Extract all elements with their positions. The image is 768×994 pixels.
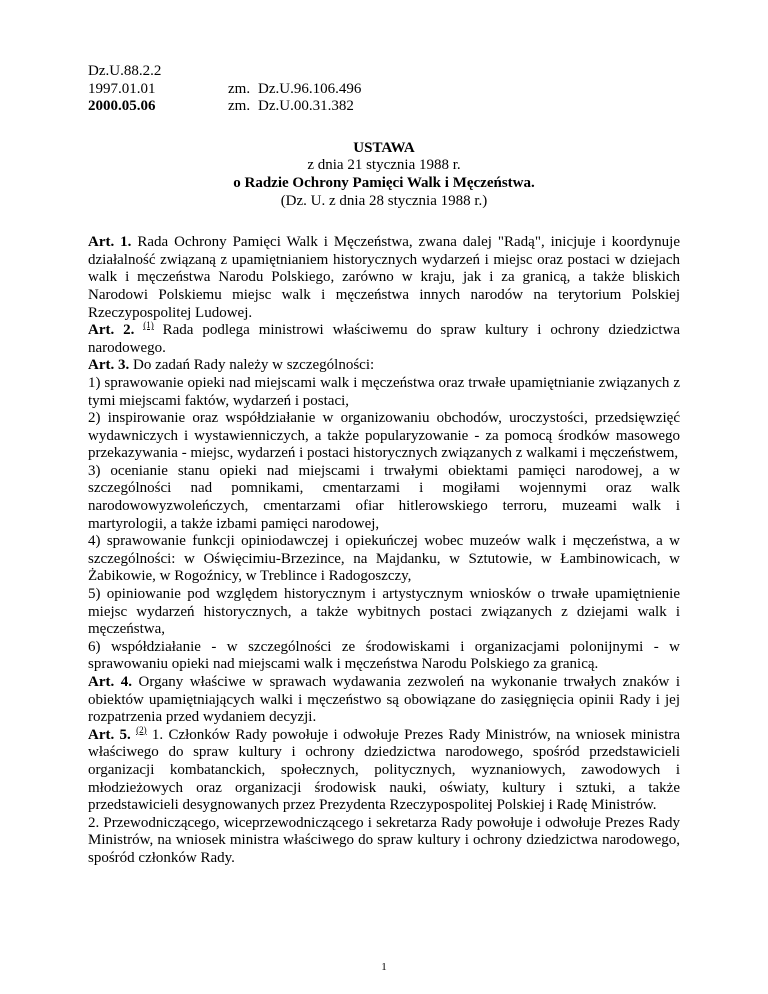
list-item: 2) inspirowanie oraz współdziałanie w organizowaniu obchodów, uroczystości, przedsięwzięć wydawniczych i wystawienniczych, a także popularyzowanie - za pomocą środków masowego przekazywania - miejsc, wydarzeń i postaci historycznych związanych z walkami i męczeństwem,: [88, 410, 680, 462]
article-label: Art. 4.: [88, 674, 133, 690]
page-number: 1: [381, 961, 387, 973]
amendment-row: [88, 63, 361, 81]
article-text: Organy właściwe w sprawach wydawania zezwoleń na wykonanie trwałych znaków i obiektów upamiętniających walki i męczeństwo są obowiązane do zasięgnięcia opinii Rady i jej rozpatrzenia przed wydaniem decyzji.: [88, 674, 680, 726]
article-5-paragraph-2: 2. Przewodniczącego, wiceprzewodniczącego i sekretarza Rady powołuje i odwołuje Prezes Rady Ministrów, na wniosek ministra właściwego do spraw kultury i ochrony dziedzictwa narodowego, spośród członków Rady.: [88, 814, 680, 866]
act-kind: USTAWA: [353, 139, 415, 156]
article-1: [88, 234, 680, 322]
list-item: 6) współdziałanie - w szczególności ze środowiskami i organizacjami polonijnymi - w sprawowaniu opieki nad miejscami walk i męczeństwa Narodu Polskiego za granicą.: [88, 638, 680, 673]
amendment-date: 1997.01.01: [88, 80, 156, 97]
list-item: 5) opiniowanie pod względem historycznym i artystycznym wniosków o trwałe upamiętnienie miejsc wydarzeń historycznych, a także wybitnych postaci związanych z dziejami walk i męczeństwa,: [88, 586, 680, 638]
amendment-mark: zm.: [228, 80, 251, 97]
act-content: [88, 234, 680, 867]
amendment-header: [88, 63, 361, 116]
amendment-date: 2000.05.06: [88, 98, 156, 115]
article-label: Art. 5.: [88, 726, 131, 743]
article-text: Rada podlega ministrowi właściwemu do spraw kultury i ochrony dziedzictwa narodowego.: [88, 322, 680, 356]
act-publication: (Dz. U. z dnia 28 stycznia 1988 r.): [280, 192, 488, 209]
article-text: 1. Członków Rady powołuje i odwołuje Prezes Rady Ministrów, na wniosek ministra właściwego do spraw kultury i ochrony dziedzictwa narodowego, spośród przedstawicieli organizacji kombatanckich, społecznych, politycznych, wyznaniowych, zawodowych i młodzieżowych oraz organizacji środowisk nauki, oświaty, kultury i sztuki, a także przedstawicieli desygnowanych przez Prezydenta Rzeczypospolitej Polskiej i Radę Ministrów.: [88, 726, 680, 814]
amendment-ref: Dz.U.96.106.496: [258, 80, 362, 97]
amendment-mark: zm.: [228, 98, 251, 115]
article-text: Rada Ochrony Pamięci Walk i Męczeństwa, zwana dalej "Radą", inicjuje i koordynuje działalność związaną z upamiętnianiem historycznych wydarzeń i miejsc oraz postaci w dziejach walk i męczeństwa Narodu Polskiego, zarówno w kraju, jak i za granicą, a także bliskich Narodowi Polskiemu miejsc walk i męczeństwa innych narodów na terytorium Polskiej Rzeczypospolitej Ludowej.: [88, 234, 680, 321]
list-item: 1) sprawowanie opieki nad miejscami walk i męczeństwa oraz trwałe upamiętnianie związanych z tymi miejscami faktów, wydarzeń i postaci,: [88, 374, 680, 409]
amendment-date: Dz.U.88.2.2: [88, 63, 162, 79]
act-title: [88, 140, 680, 210]
amendment-row: [88, 98, 361, 116]
amendment-mark: [228, 63, 258, 81]
article-label: Art. 3.: [88, 357, 130, 374]
list-item: 4) sprawowanie funkcji opiniodawczej i opiekuńczej wobec muzeów walk i męczeństwa, a w szczególności: w Oświęcimiu-Brzezince, na Majdanku, w Sztutowie, w Łambinowicach, w Żabikowie, w Rogoźnicy, w Treblince i Radogoszczy,: [88, 533, 680, 585]
article-label: Art. 1.: [88, 234, 132, 251]
amendment-row: [88, 81, 361, 99]
article-text: Do zadań Rady należy w szczególności:: [129, 357, 375, 374]
footnote-link[interactable]: (2): [136, 724, 147, 735]
act-name: o Radzie Ochrony Pamięci Walk i Męczeństwa.: [233, 174, 535, 191]
list-item: 3) ocenianie stanu opieki nad miejscami i trwałymi obiektami pamięci narodowej, a w szczególności nad pomnikami, cmentarzami i mogiłami wojennymi oraz walk narodowowyzwoleńczych, cmentarzami ofiar hitlerowskiego terroru, muzeami walk i martyrologii, a także izbami pamięci narodowej,: [88, 462, 680, 532]
document-page: [88, 63, 680, 868]
article-3: [88, 357, 680, 375]
article-2: [88, 322, 680, 357]
amendment-ref: [258, 63, 361, 81]
article-label: Art. 2.: [88, 322, 135, 339]
act-date: z dnia 21 stycznia 1988 r.: [307, 157, 461, 174]
article-4: [88, 674, 680, 727]
article-5: [88, 724, 680, 815]
footnote-link[interactable]: (1): [143, 320, 154, 331]
amendment-ref: Dz.U.00.31.382: [258, 98, 354, 115]
